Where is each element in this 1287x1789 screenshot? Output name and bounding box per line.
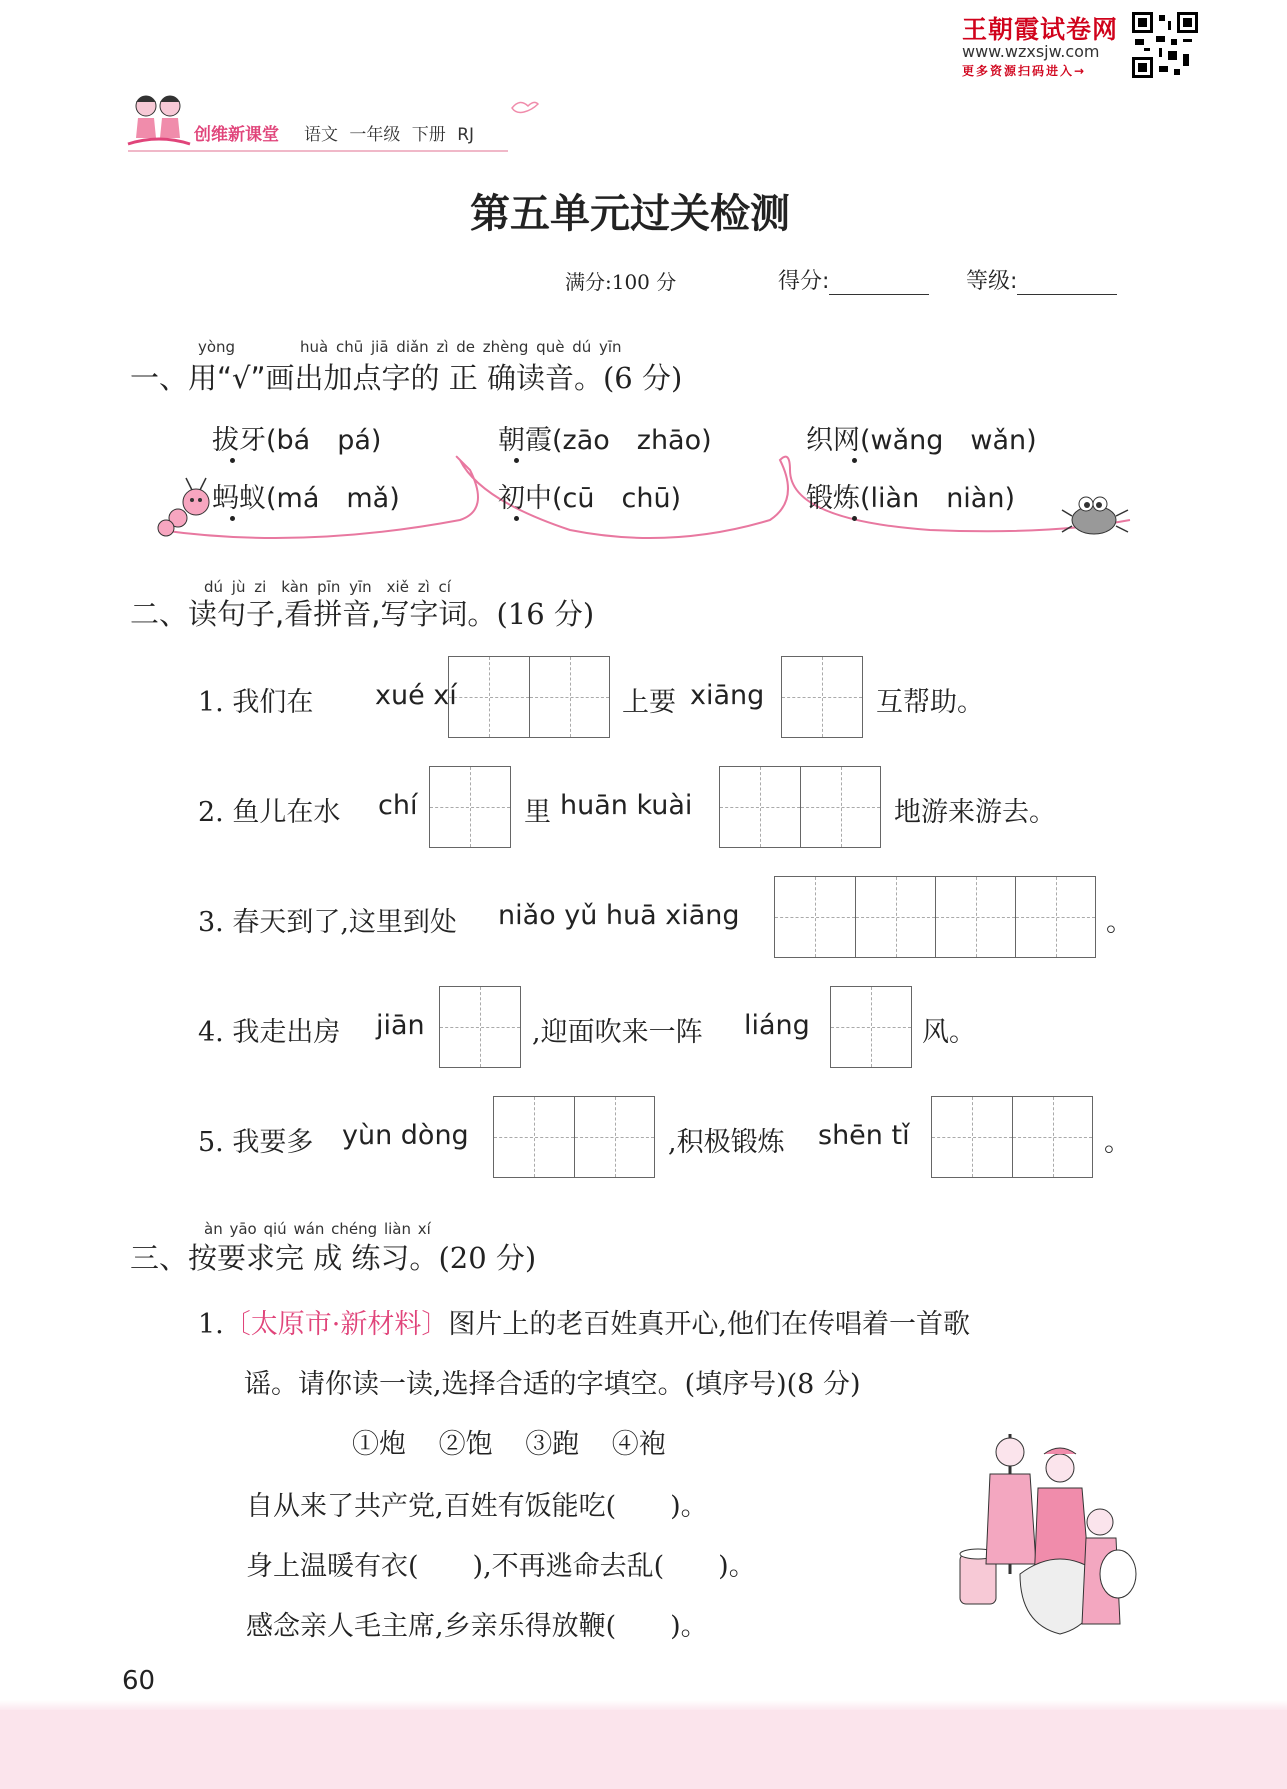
s1-word-4: 蚂蚁	[212, 483, 266, 514]
section1-pinyin-1: yòng	[198, 338, 236, 356]
s1-options-2[interactable]: (zāo zhāo)	[552, 425, 712, 456]
villagers-illustration	[950, 1424, 1140, 1644]
option-4: ④袍	[611, 1429, 666, 1460]
score-blank[interactable]	[829, 274, 929, 295]
write-cell[interactable]	[1015, 877, 1095, 957]
section1-pinyin-2: huà chū jiā diǎn zì de zhèng què dú yīn	[300, 338, 622, 356]
s2-q4-pinyin2: liáng	[744, 1010, 810, 1041]
write-cell[interactable]	[855, 877, 935, 957]
s2-q2-grid1[interactable]	[429, 766, 511, 848]
qr-code-icon[interactable]	[1132, 12, 1198, 78]
beetle-icon	[1060, 486, 1130, 542]
s3-q1-text1: 图片上的老百姓真开心,他们在传唱着一首歌	[448, 1309, 970, 1340]
s2-q4-grid2[interactable]	[830, 986, 912, 1068]
full-score: 满分:100 分	[565, 270, 677, 294]
write-cell[interactable]	[800, 767, 880, 847]
brand-url[interactable]: www.wzxsjw.com	[962, 42, 1100, 61]
s2-q5-pinyin2: shēn tǐ	[818, 1120, 910, 1151]
write-cell[interactable]	[932, 1097, 1012, 1177]
s2-q3-a: 3. 春天到了,这里到处	[198, 907, 457, 938]
emphasis-dot	[852, 516, 857, 521]
score-field	[778, 264, 929, 295]
s2-q2-c: 地游来游去。	[894, 797, 1056, 828]
write-cell[interactable]	[529, 657, 609, 737]
s1-word-1: 拔牙	[212, 425, 266, 456]
section1-title-b: “√”画出加点字的 正 确读音。	[217, 361, 603, 395]
grade-blank[interactable]	[1017, 274, 1117, 295]
s1-item-2	[498, 418, 712, 457]
s2-q1-grid1[interactable]	[448, 656, 610, 738]
emphasis-dot	[230, 516, 235, 521]
s2-q5-c: 。	[1104, 1127, 1131, 1158]
s1-options-1[interactable]: (bá pá)	[266, 425, 382, 456]
source-tag: 〔太原市·新材料〕	[223, 1309, 449, 1340]
page-title: 第五单元过关检测	[470, 191, 790, 237]
s3-q1-options	[352, 1422, 666, 1461]
s2-q4-b: ,迎面吹来一阵	[532, 1017, 703, 1048]
kids-logo-icon	[126, 88, 192, 152]
s1-options-4[interactable]: (má mǎ)	[266, 483, 400, 514]
s2-q4-a: 4. 我走出房	[198, 1017, 341, 1048]
s2-q5-grid2[interactable]	[931, 1096, 1093, 1178]
write-cell[interactable]	[782, 657, 862, 737]
section2-title	[130, 592, 594, 633]
s2-q2-pinyin2: huān kuài	[560, 790, 693, 821]
emphasis-dot	[230, 458, 235, 463]
section2-title-text: 二、读句子,看拼音,写字词。	[130, 597, 497, 631]
section2-pinyin: dú jù zi kàn pīn yīn xiě zì cí	[204, 578, 451, 596]
s2-q1-a: 1. 我们在	[198, 687, 314, 718]
write-cell[interactable]	[574, 1097, 654, 1177]
section3-points: (20 分)	[438, 1241, 537, 1275]
s2-q2-a: 2. 鱼儿在水	[198, 797, 341, 828]
brand-tip: 更多资源扫码进入→	[962, 64, 1087, 78]
s1-options-5[interactable]: (cū chū)	[552, 483, 682, 514]
emphasis-dot	[514, 516, 519, 521]
s1-word-5: 初中	[498, 483, 552, 514]
s1-word-6: 锻炼	[806, 483, 860, 514]
write-cell[interactable]	[440, 987, 520, 1067]
song-line-2[interactable]: 身上温暖有衣( ),不再逃命去乱( )。	[246, 1551, 756, 1582]
page-number: 60	[122, 1666, 156, 1696]
emphasis-dot	[852, 458, 857, 463]
section3-title-text: 三、按要求完 成 练习。	[130, 1241, 439, 1275]
write-cell[interactable]	[449, 657, 529, 737]
write-cell[interactable]	[720, 767, 800, 847]
bird-icon	[508, 94, 540, 118]
book-info: 语文 一年级 下册 RJ	[304, 125, 475, 145]
footer-band	[0, 1710, 1287, 1789]
s1-options-6[interactable]: (liàn niàn)	[860, 483, 1015, 514]
s3-q1-num: 1.	[198, 1309, 224, 1340]
section1-title-a: 一、用	[130, 361, 218, 395]
song-line-3[interactable]: 感念亲人毛主席,乡亲乐得放鞭( )。	[246, 1611, 708, 1642]
s2-q1-c: 互帮助。	[876, 687, 984, 718]
section2-points: (16 分)	[496, 597, 595, 631]
s2-q4-grid1[interactable]	[439, 986, 521, 1068]
s2-q4-pinyin1: jiān	[376, 1010, 425, 1041]
s2-q2-b: 里	[524, 797, 551, 828]
option-3: ③跑	[525, 1429, 580, 1460]
s2-q1-grid2[interactable]	[781, 656, 863, 738]
emphasis-dot	[514, 458, 519, 463]
song-line-1[interactable]: 自从来了共产党,百姓有饭能吃( )。	[246, 1491, 708, 1522]
write-cell[interactable]	[935, 877, 1015, 957]
s1-item-5	[498, 476, 681, 515]
s1-item-3	[806, 418, 1037, 457]
option-2: ②饱	[438, 1429, 493, 1460]
write-cell[interactable]	[430, 767, 510, 847]
s3-q1-line2: 谣。请你读一读,选择合适的字填空。(填序号)(8 分)	[244, 1369, 861, 1400]
option-1: ①炮	[352, 1429, 406, 1460]
s2-q5-pinyin1: yùn dòng	[342, 1120, 469, 1151]
s1-word-2: 朝霞	[498, 425, 552, 456]
s2-q1-pinyin2: xiāng	[690, 680, 765, 711]
write-cell[interactable]	[775, 877, 855, 957]
section3-title	[130, 1236, 536, 1277]
s2-q3-c: 。	[1106, 907, 1133, 938]
write-cell[interactable]	[1012, 1097, 1092, 1177]
s1-item-4	[212, 476, 400, 515]
s1-options-3[interactable]: (wǎng wǎn)	[860, 425, 1037, 456]
s2-q2-pinyin1: chí	[378, 790, 418, 821]
write-cell[interactable]	[831, 987, 911, 1067]
s2-q5-grid1[interactable]	[493, 1096, 655, 1178]
s2-q3-pinyin1: niǎo yǔ huā xiāng	[498, 900, 740, 931]
score-label: 得分:	[778, 269, 830, 294]
section1-points: (6 分)	[602, 361, 683, 395]
s1-item-6	[806, 476, 1015, 515]
s1-item-1	[212, 418, 381, 457]
grade-field	[966, 264, 1117, 295]
s2-q3-grid1[interactable]	[774, 876, 1096, 958]
section1-title	[130, 356, 682, 397]
s1-word-3: 织网	[806, 425, 860, 456]
s2-q5-b: ,积极锻炼	[668, 1127, 785, 1158]
s2-q2-grid2[interactable]	[719, 766, 881, 848]
section3-pinyin: àn yāo qiú wán chéng liàn xí	[204, 1220, 431, 1238]
s3-q1-line1	[198, 1302, 970, 1341]
series-name: 创维新课堂	[194, 125, 279, 145]
s2-q1-b: 上要	[622, 687, 676, 718]
write-cell[interactable]	[494, 1097, 574, 1177]
s2-q4-c: 风。	[922, 1017, 976, 1048]
header-divider	[128, 150, 508, 152]
brand-name: 王朝霞试卷网	[962, 15, 1119, 44]
grade-label: 等级:	[966, 269, 1018, 294]
s2-q5-a: 5. 我要多	[198, 1127, 314, 1158]
s2-q1-pinyin1: xué xí	[375, 680, 457, 711]
